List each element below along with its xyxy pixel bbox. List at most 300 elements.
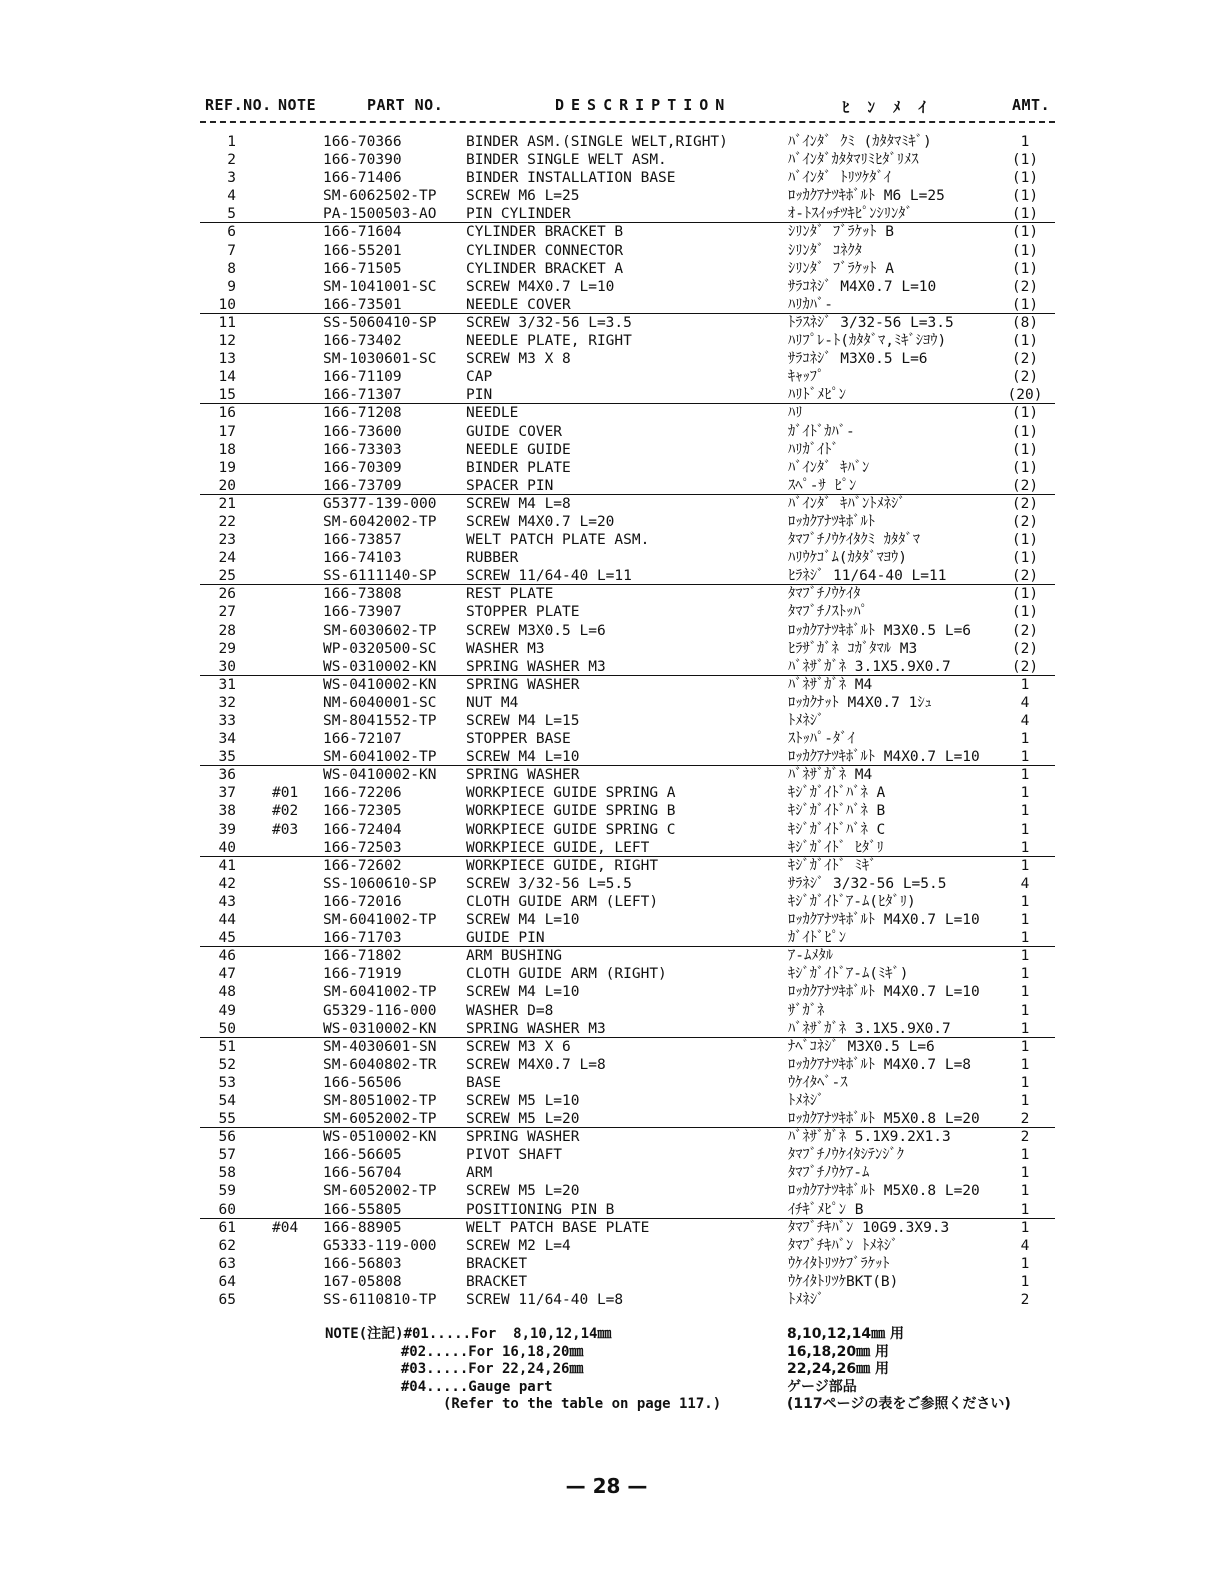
description-cell: SCREW M4 L=8	[466, 495, 571, 512]
amount-cell: 2	[1020, 1111, 1030, 1128]
kana-name-cell: ﾄﾒﾈｼﾞ	[788, 1092, 825, 1109]
kana-name-cell: ﾄﾒﾈｼﾞ	[788, 713, 825, 729]
table-row	[0, 260, 1213, 278]
ref-no-cell: 4	[227, 188, 236, 205]
kana-name-cell: ﾛｯｶｸｱﾅﾂｷﾎﾞﾙﾄ M4X0.7 L=8	[788, 1056, 972, 1073]
ref-no-cell: 33	[218, 713, 236, 729]
ref-no-cell: 30	[218, 658, 236, 675]
part-no-cell: SM-1041001-SC	[323, 278, 437, 295]
description-cell: SCREW M5 L=20	[466, 1111, 580, 1128]
note-cell: #02	[272, 803, 299, 820]
kana-name-cell: ｶﾞｲﾄﾞﾋﾟﾝ	[788, 930, 846, 947]
part-no-cell: G5377-139-000	[323, 495, 437, 512]
amount-cell: 1	[1020, 1165, 1030, 1182]
ref-no-cell: 64	[218, 1273, 236, 1290]
note-text-en: #03.....For 22,24,26㎜	[325, 1361, 584, 1378]
description-cell: PIVOT SHAFT	[466, 1147, 563, 1164]
part-no-cell: 166-73857	[323, 532, 402, 549]
part-no-cell: SM-6041002-TP	[323, 749, 437, 766]
ref-no-cell: 18	[218, 441, 236, 458]
kana-name-cell: ﾀﾏﾌﾞﾁﾉｽﾄｯﾊﾟ	[788, 604, 868, 621]
part-no-cell: 166-71505	[323, 260, 402, 277]
amount-cell: (2)	[1011, 658, 1039, 675]
ref-no-cell: 56	[218, 1129, 236, 1146]
ref-no-cell: 19	[218, 459, 236, 476]
note-text-jp: (117ページの表をご参照ください)	[787, 1396, 1011, 1413]
description-cell: WORKPIECE GUIDE, LEFT	[466, 839, 650, 856]
amount-cell: (1)	[1011, 188, 1039, 205]
part-no-cell: SM-6040802-TR	[323, 1056, 437, 1073]
note-text-en: #02.....For 16,18,20㎜	[325, 1343, 584, 1360]
amount-cell: 1	[1020, 1219, 1030, 1236]
part-no-cell: 166-72602	[323, 857, 402, 874]
kana-name-cell: ｷｼﾞｶﾞｲﾄﾞｱ-ﾑ(ﾋﾀﾞﾘ)	[788, 893, 916, 910]
ref-no-cell: 25	[218, 568, 236, 585]
description-cell: SCREW M4 L=15	[466, 713, 580, 729]
kana-name-cell: ﾊﾘ	[788, 405, 803, 422]
kana-name-cell: ﾊﾞｲﾝﾀﾞ ﾄﾘﾂｹﾀﾞｲ	[788, 170, 891, 187]
header-amt: AMT.	[1012, 96, 1051, 114]
kana-name-cell: ｼﾘﾝﾀﾞ ﾌﾞﾗｹｯﾄ A	[788, 260, 894, 277]
part-no-cell: SM-4030601-SN	[323, 1038, 437, 1055]
part-no-cell: NM-6040001-SC	[323, 694, 437, 711]
part-no-cell: 166-72404	[323, 821, 402, 838]
page-number: — 28 —	[565, 1474, 648, 1498]
ref-no-cell: 2	[227, 152, 236, 169]
description-cell: RUBBER	[466, 550, 519, 567]
amount-cell: 4	[1020, 1237, 1030, 1254]
part-no-cell: 166-56506	[323, 1074, 402, 1091]
amount-cell: 1	[1020, 857, 1030, 874]
ref-no-cell: 32	[218, 694, 236, 711]
description-cell: REST PLATE	[466, 586, 554, 603]
amount-cell: (1)	[1011, 333, 1039, 350]
amount-cell: 1	[1020, 785, 1030, 802]
part-no-cell: SS-6111140-SP	[323, 568, 437, 585]
table-row	[0, 404, 1213, 422]
ref-no-cell: 41	[218, 857, 236, 874]
table-row	[0, 1038, 1213, 1056]
kana-name-cell: ﾛｯｶｸｱﾅﾂｷﾎﾞﾙﾄ M4X0.7 L=10	[788, 749, 980, 766]
description-cell: BINDER ASM.(SINGLE WELT,RIGHT)	[466, 134, 728, 150]
header-description: DESCRIPTION	[555, 96, 732, 114]
table-row	[0, 242, 1213, 260]
ref-no-cell: 11	[218, 314, 236, 331]
ref-no-cell: 44	[218, 912, 236, 929]
description-cell: WORKPIECE GUIDE, RIGHT	[466, 857, 659, 874]
table-row	[0, 151, 1213, 169]
header-kana: ﾋﾝﾒｲ	[842, 98, 945, 116]
table-row	[0, 1164, 1213, 1182]
kana-name-cell: ﾛｯｶｸﾅｯﾄ M4X0.7 1ｼｭ	[788, 694, 932, 711]
ref-no-cell: 23	[218, 532, 236, 549]
note-cell: #04	[272, 1219, 299, 1236]
kana-name-cell: ｻﾗﾈｼﾞ 3/32-56 L=5.5	[788, 875, 947, 892]
kana-name-cell: ﾛｯｶｸｱﾅﾂｷﾎﾞﾙﾄ M4X0.7 L=10	[788, 984, 980, 1001]
ref-no-cell: 38	[218, 803, 236, 820]
kana-name-cell: ﾛｯｶｸｱﾅﾂｷﾎﾞﾙﾄ M6 L=25	[788, 188, 945, 205]
part-no-cell: SM-8051002-TP	[323, 1092, 437, 1109]
amount-cell: 1	[1020, 1273, 1030, 1290]
ref-no-cell: 59	[218, 1183, 236, 1200]
description-cell: GUIDE PIN	[466, 930, 545, 947]
ref-no-cell: 16	[218, 405, 236, 422]
ref-no-cell: 14	[218, 369, 236, 386]
kana-name-cell: ｽﾄｯﾊﾟ-ﾀﾞｲ	[788, 731, 855, 748]
note-text-jp: 8,10,12,14㎜ 用	[787, 1326, 905, 1342]
description-cell: NEEDLE COVER	[466, 296, 571, 313]
table-row	[0, 223, 1213, 241]
part-no-cell: 166-70309	[323, 459, 402, 476]
amount-cell: 1	[1020, 134, 1030, 150]
description-cell: SCREW M6 L=25	[466, 188, 580, 205]
table-row	[0, 766, 1213, 784]
part-no-cell: 166-70366	[323, 134, 402, 150]
kana-name-cell: ﾊﾘﾌﾟﾚ-ﾄ(ｶﾀﾀﾞﾏ,ﾐｷﾞｼﾖｳ)	[788, 333, 947, 350]
table-row	[0, 585, 1213, 603]
kana-name-cell: ﾄﾒﾈｼﾞ	[788, 1292, 825, 1308]
ref-no-cell: 51	[218, 1038, 236, 1055]
note-text-jp: ゲージ部品	[787, 1378, 857, 1395]
table-row	[0, 386, 1213, 404]
note-cell: #01	[272, 785, 299, 802]
part-no-cell: SM-6041002-TP	[323, 984, 437, 1001]
table-row	[0, 1255, 1213, 1273]
table-row	[0, 857, 1213, 875]
amount-cell: (1)	[1011, 224, 1039, 241]
kana-name-cell: ﾋﾗﾈｼﾞ 11/64-40 L=11	[788, 568, 947, 585]
description-cell: SCREW M4 L=10	[466, 749, 580, 766]
ref-no-cell: 42	[218, 875, 236, 892]
description-cell: SCREW M3 X 8	[466, 351, 571, 368]
kana-name-cell: ﾀﾏﾌﾞﾁｷﾊﾞﾝ 10G9.3X9.3	[788, 1219, 950, 1236]
table-row	[0, 477, 1213, 495]
description-cell: WELT PATCH BASE PLATE	[466, 1219, 650, 1236]
description-cell: SPRING WASHER	[466, 1129, 580, 1146]
table-row	[0, 133, 1213, 151]
table-row	[0, 802, 1213, 820]
description-cell: SCREW 3/32-56 L=3.5	[466, 314, 632, 331]
amount-cell: 4	[1020, 875, 1030, 892]
amount-cell: (2)	[1011, 622, 1039, 639]
description-cell: ARM BUSHING	[466, 948, 563, 965]
table-row	[0, 821, 1213, 839]
description-cell: CYLINDER BRACKET A	[466, 260, 624, 277]
kana-name-cell: ｷｬｯﾌﾟ	[788, 369, 825, 386]
ref-no-cell: 53	[218, 1074, 236, 1091]
description-cell: CYLINDER BRACKET B	[466, 224, 624, 241]
kana-name-cell: ｷｼﾞｶﾞｲﾄﾞ ﾋﾀﾞﾘ	[788, 839, 884, 856]
part-no-cell: 166-70390	[323, 152, 402, 169]
amount-cell: (2)	[1011, 278, 1039, 295]
kana-name-cell: ｱ-ﾑﾒﾀﾙ	[788, 948, 833, 965]
kana-name-cell: ﾊﾞﾈｻﾞｶﾞﾈ 5.1X9.2X1.3	[788, 1129, 951, 1146]
kana-name-cell: ﾀﾏﾌﾞﾁﾉｳｹｲﾀｼﾃﾝｼﾞｸ	[788, 1147, 904, 1164]
ref-no-cell: 29	[218, 640, 236, 657]
part-no-cell: 166-88905	[323, 1219, 402, 1236]
ref-no-cell: 55	[218, 1111, 236, 1128]
table-row	[0, 169, 1213, 187]
part-no-cell: 166-56605	[323, 1147, 402, 1164]
description-cell: NEEDLE GUIDE	[466, 441, 571, 458]
part-no-cell: WS-0310002-KN	[323, 658, 437, 675]
ref-no-cell: 12	[218, 333, 236, 350]
table-row	[0, 296, 1213, 314]
amount-cell: 4	[1020, 694, 1030, 711]
table-row	[0, 441, 1213, 459]
description-cell: WASHER M3	[466, 640, 545, 657]
description-cell: SCREW M4 L=10	[466, 912, 580, 929]
amount-cell: (2)	[1011, 369, 1039, 386]
description-cell: WORKPIECE GUIDE SPRING B	[466, 803, 676, 820]
amount-cell: 1	[1020, 1002, 1030, 1019]
table-row	[0, 603, 1213, 621]
description-cell: SPACER PIN	[466, 477, 554, 494]
part-no-cell: 166-71802	[323, 948, 402, 965]
part-no-cell: SS-6110810-TP	[323, 1292, 437, 1308]
ref-no-cell: 1	[227, 134, 236, 150]
table-row	[0, 1273, 1213, 1291]
table-row	[0, 839, 1213, 857]
part-no-cell: 166-71208	[323, 405, 402, 422]
amount-cell: (1)	[1011, 296, 1039, 313]
table-row	[0, 929, 1213, 947]
amount-cell: 4	[1020, 713, 1030, 729]
amount-cell: (1)	[1011, 604, 1039, 621]
table-row	[0, 1002, 1213, 1020]
kana-name-cell: ﾊﾞﾈｻﾞｶﾞﾈ 3.1X5.9X0.7	[788, 1020, 951, 1037]
description-cell: SCREW M5 L=10	[466, 1092, 580, 1109]
header-ref-no: REF.NO.	[205, 96, 272, 114]
table-row	[0, 1237, 1213, 1255]
kana-name-cell: ｷｼﾞｶﾞｲﾄﾞｱ-ﾑ(ﾐｷﾞ)	[788, 966, 909, 983]
amount-cell: (1)	[1011, 459, 1039, 476]
ref-no-cell: 20	[218, 477, 236, 494]
ref-no-cell: 37	[218, 785, 236, 802]
table-row	[0, 875, 1213, 893]
amount-cell: (1)	[1011, 152, 1039, 169]
kana-name-cell: ﾀﾏﾌﾞﾁﾉｳｹｲﾀｸﾐ ｶﾀﾀﾞﾏ	[788, 532, 920, 549]
amount-cell: (2)	[1011, 351, 1039, 368]
part-no-cell: G5329-116-000	[323, 1002, 437, 1019]
kana-name-cell: ｳｹｲﾀﾄﾘﾂｹBKT(B)	[788, 1273, 899, 1290]
amount-cell: (20)	[1007, 387, 1043, 404]
ref-no-cell: 6	[227, 224, 236, 241]
kana-name-cell: ｼﾘﾝﾀﾞ ｺﾈｸﾀ	[788, 242, 862, 259]
amount-cell: 1	[1020, 1020, 1030, 1037]
kana-name-cell: ｵ-ﾄｽｲｯﾁﾂｷﾋﾟﾝｼﾘﾝﾀﾞ	[788, 206, 913, 223]
part-no-cell: SM-6030602-TP	[323, 622, 437, 639]
description-cell: SCREW M2 L=4	[466, 1237, 571, 1254]
description-cell: BRACKET	[466, 1255, 528, 1272]
description-cell: SCREW M4 L=10	[466, 984, 580, 1001]
table-row	[0, 1201, 1213, 1219]
table-row	[0, 567, 1213, 585]
table-row	[0, 205, 1213, 223]
part-no-cell: 166-55805	[323, 1201, 402, 1218]
ref-no-cell: 57	[218, 1147, 236, 1164]
amount-cell: (2)	[1011, 477, 1039, 494]
description-cell: BASE	[466, 1074, 501, 1091]
description-cell: ARM	[466, 1165, 493, 1182]
kana-name-cell: ﾀﾏﾌﾞﾁﾉｳｹｱ-ﾑ	[788, 1165, 870, 1182]
amount-cell: 1	[1020, 1183, 1030, 1200]
note-text-en: NOTE(注記)#01.....For 8,10,12,14㎜	[325, 1326, 612, 1342]
amount-cell: 1	[1020, 948, 1030, 965]
note-cell: #03	[272, 821, 299, 838]
amount-cell: 1	[1020, 966, 1030, 983]
description-cell: BRACKET	[466, 1273, 528, 1290]
amount-cell: (1)	[1011, 532, 1039, 549]
description-cell: SCREW M3X0.5 L=6	[466, 622, 606, 639]
description-cell: BINDER PLATE	[466, 459, 571, 476]
description-cell: SPRING WASHER M3	[466, 1020, 606, 1037]
ref-no-cell: 22	[218, 513, 236, 530]
kana-name-cell: ﾛｯｶｸｱﾅﾂｷﾎﾞﾙﾄ M3X0.5 L=6	[788, 622, 972, 639]
part-no-cell: 166-73907	[323, 604, 402, 621]
part-no-cell: 166-71604	[323, 224, 402, 241]
table-row	[0, 1219, 1213, 1237]
part-no-cell: 166-71703	[323, 930, 402, 947]
amount-cell: (1)	[1011, 423, 1039, 440]
kana-name-cell: ｻﾗｺﾈｼﾞ M3X0.5 L=6	[788, 351, 928, 368]
ref-no-cell: 58	[218, 1165, 236, 1182]
part-no-cell: SM-6052002-TP	[323, 1183, 437, 1200]
table-row	[0, 640, 1213, 658]
kana-name-cell: ﾊﾘﾄﾞﾒﾋﾟﾝ	[788, 387, 846, 404]
part-no-cell: SM-6042002-TP	[323, 513, 437, 530]
ref-no-cell: 24	[218, 550, 236, 567]
ref-no-cell: 39	[218, 821, 236, 838]
part-no-cell: 166-73709	[323, 477, 402, 494]
table-row	[0, 459, 1213, 477]
description-cell: SCREW 11/64-40 L=11	[466, 568, 632, 585]
part-no-cell: SM-6062502-TP	[323, 188, 437, 205]
part-no-cell: SM-6052002-TP	[323, 1111, 437, 1128]
part-no-cell: 166-73303	[323, 441, 402, 458]
kana-name-cell: ｷｼﾞｶﾞｲﾄﾞﾊﾞﾈ C	[788, 821, 886, 838]
table-row	[0, 278, 1213, 296]
part-no-cell: 166-71307	[323, 387, 402, 404]
header-note: NOTE	[278, 96, 317, 114]
header-part-no: PART NO.	[367, 96, 444, 114]
kana-name-cell: ﾄﾗｽﾈｼﾞ 3/32-56 L=3.5	[788, 314, 954, 331]
table-row	[0, 423, 1213, 441]
note-text-jp: 16,18,20㎜ 用	[787, 1343, 889, 1360]
description-cell: CAP	[466, 369, 493, 386]
kana-name-cell: ｽﾍﾟ-ｻ ﾋﾟﾝ	[788, 477, 857, 494]
amount-cell: (1)	[1011, 170, 1039, 187]
description-cell: SPRING WASHER	[466, 676, 580, 693]
part-no-cell: 166-56803	[323, 1255, 402, 1272]
table-row	[0, 893, 1213, 911]
description-cell: SPRING WASHER M3	[466, 658, 606, 675]
header-divider	[200, 121, 1055, 123]
part-no-cell: 166-73402	[323, 333, 402, 350]
part-no-cell: 166-71109	[323, 369, 402, 386]
ref-no-cell: 8	[227, 260, 236, 277]
amount-cell: (1)	[1011, 586, 1039, 603]
kana-name-cell: ﾊﾞｲﾝﾀﾞ ｷﾊﾞﾝﾄﾒﾈｼﾞ	[788, 495, 906, 512]
description-cell: SPRING WASHER	[466, 767, 580, 784]
table-row	[0, 983, 1213, 1001]
part-no-cell: 166-71406	[323, 170, 402, 187]
description-cell: SCREW M4X0.7 L=10	[466, 278, 615, 295]
table-row	[0, 187, 1213, 205]
kana-name-cell: ﾀﾏﾌﾞﾁﾉｳｹｲﾀ	[788, 586, 861, 603]
part-no-cell: 166-72016	[323, 893, 402, 910]
kana-name-cell: ｷｼﾞｶﾞｲﾄﾞﾊﾞﾈ A	[788, 785, 886, 802]
kana-name-cell: ｷｼﾞｶﾞｲﾄﾞ ﾐｷﾞ	[788, 857, 877, 874]
ref-no-cell: 5	[227, 206, 236, 223]
amount-cell: 1	[1020, 1147, 1030, 1164]
description-cell: WELT PATCH PLATE ASM.	[466, 532, 650, 549]
amount-cell: 1	[1020, 821, 1030, 838]
part-no-cell: 166-72206	[323, 785, 402, 802]
kana-name-cell: ﾊﾞｲﾝﾀﾞｶﾀﾀﾏﾘﾐﾋﾀﾞﾘﾒｽ	[788, 152, 919, 169]
description-cell: GUIDE COVER	[466, 423, 563, 440]
part-no-cell: SS-1060610-SP	[323, 875, 437, 892]
amount-cell: 1	[1020, 1038, 1030, 1055]
kana-name-cell: ｳｹｲﾀﾄﾘﾂｹﾌﾞﾗｹｯﾄ	[788, 1255, 890, 1272]
kana-name-cell: ﾛｯｶｸｱﾅﾂｷﾎﾞﾙﾄ M4X0.7 L=10	[788, 912, 980, 929]
ref-no-cell: 49	[218, 1002, 236, 1019]
table-row	[0, 712, 1213, 730]
amount-cell: 1	[1020, 1201, 1030, 1218]
amount-cell: 1	[1020, 912, 1030, 929]
description-cell: SCREW M3 X 6	[466, 1038, 571, 1055]
table-row	[0, 622, 1213, 640]
description-cell: NEEDLE PLATE, RIGHT	[466, 333, 632, 350]
ref-no-cell: 9	[227, 278, 236, 295]
table-row	[0, 784, 1213, 802]
table-row	[0, 513, 1213, 531]
part-no-cell: SM-1030601-SC	[323, 351, 437, 368]
kana-name-cell: ﾋﾗｻﾞｶﾞﾈ ｺｶﾞﾀﾏﾙ M3	[788, 640, 918, 657]
ref-no-cell: 47	[218, 966, 236, 983]
part-no-cell: 166-72107	[323, 731, 402, 748]
part-no-cell: 166-73600	[323, 423, 402, 440]
part-no-cell: 166-72305	[323, 803, 402, 820]
note-text-jp: 22,24,26㎜ 用	[787, 1361, 889, 1378]
amount-cell: 1	[1020, 1255, 1030, 1272]
table-row	[0, 350, 1213, 368]
amount-cell: 1	[1020, 893, 1030, 910]
ref-no-cell: 46	[218, 948, 236, 965]
description-cell: STOPPER BASE	[466, 731, 571, 748]
amount-cell: 1	[1020, 731, 1030, 748]
ref-no-cell: 50	[218, 1020, 236, 1037]
parts-table	[0, 133, 1213, 1309]
ref-no-cell: 34	[218, 731, 236, 748]
amount-cell: 1	[1020, 749, 1030, 766]
amount-cell: (1)	[1011, 550, 1039, 567]
ref-no-cell: 48	[218, 984, 236, 1001]
table-row	[0, 332, 1213, 350]
kana-name-cell: ﾊﾞﾈｻﾞｶﾞﾈ 3.1X5.9X0.7	[788, 658, 951, 675]
ref-no-cell: 63	[218, 1255, 236, 1272]
part-no-cell: WS-0410002-KN	[323, 676, 437, 693]
kana-name-cell: ｷｼﾞｶﾞｲﾄﾞﾊﾞﾈ B	[788, 803, 886, 820]
ref-no-cell: 15	[218, 387, 236, 404]
amount-cell: 2	[1020, 1129, 1030, 1146]
ref-no-cell: 21	[218, 495, 236, 512]
description-cell: SCREW M4X0.7 L=8	[466, 1056, 606, 1073]
ref-no-cell: 28	[218, 622, 236, 639]
ref-no-cell: 60	[218, 1201, 236, 1218]
description-cell: SCREW 11/64-40 L=8	[466, 1292, 624, 1308]
table-row	[0, 1056, 1213, 1074]
